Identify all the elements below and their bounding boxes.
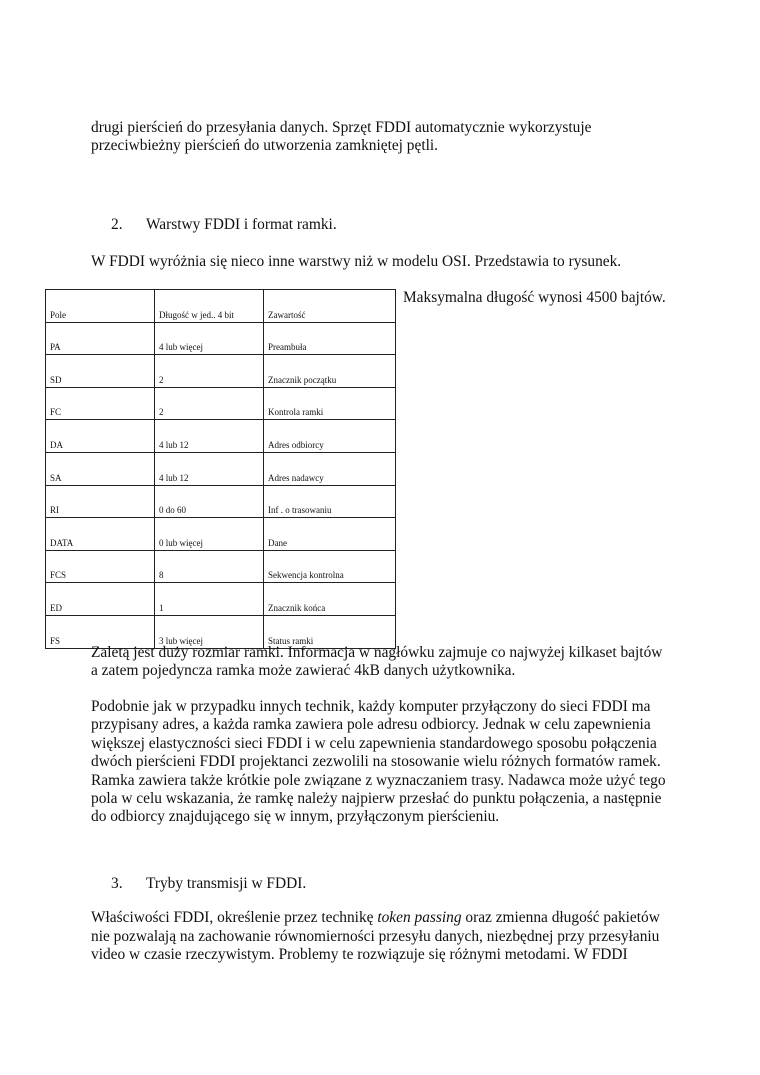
table-cell: Sekwencja kontrolna xyxy=(264,550,396,583)
text-line: pola w celu wskazania, że ramkę należy najpierw przesłać do punktu połączenia, a następnie xyxy=(91,790,662,807)
table-cell: Adres nadawcy xyxy=(264,452,396,485)
section-title: Warstwy FDDI i format ramki. xyxy=(146,216,337,233)
table-cell: ED xyxy=(46,583,155,616)
table-row xyxy=(46,550,396,583)
table-row xyxy=(46,485,396,518)
text-line: Zaletą jest duży rozmiar ramki. Informacja w nagłówku zajmuje co najwyżej kilkaset bajtów xyxy=(91,644,663,661)
section-number: 3. xyxy=(111,875,123,892)
table-cell: RI xyxy=(46,485,155,518)
table-cell: 4 lub więcej xyxy=(155,322,264,355)
table-cell: Status ramki xyxy=(264,615,396,648)
table-row xyxy=(46,583,396,616)
table-row xyxy=(46,420,396,453)
table-cell: Dane xyxy=(264,518,396,551)
table-cell: 8 xyxy=(155,550,264,583)
frame-format-table xyxy=(45,289,396,649)
table-cell: Znacznik początku xyxy=(264,355,396,388)
max-length-note: Maksymalna długość wynosi 4500 bajtów. xyxy=(403,289,666,306)
italic-term: token passing xyxy=(377,909,462,926)
table-cell: 3 lub więcej xyxy=(155,615,264,648)
table-row xyxy=(46,452,396,485)
table-cell: Kontrola ramki xyxy=(264,387,396,420)
table-row xyxy=(46,355,396,388)
table-cell: 0 lub więcej xyxy=(155,518,264,551)
table-cell: FC xyxy=(46,387,155,420)
table-cell: 1 xyxy=(155,583,264,616)
text-line: a zatem pojedyncza ramka może zawierać 4kB danych użytkownika. xyxy=(91,662,516,679)
text: Właściwości FDDI, określenie przez technikę xyxy=(91,909,378,926)
text-line: video w czasie rzeczywistym. Problemy te rozwiązuje się różnymi metodami. W FDDI xyxy=(91,946,628,963)
table-cell: SA xyxy=(46,452,155,485)
table-cell: Preambuła xyxy=(264,322,396,355)
section-title: Tryby transmisji w FDDI. xyxy=(146,875,307,892)
table-cell: Znacznik końca xyxy=(264,583,396,616)
table-cell: FS xyxy=(46,615,155,648)
table-cell: DATA xyxy=(46,518,155,551)
table-cell: 0 do 60 xyxy=(155,485,264,518)
table-row xyxy=(46,387,396,420)
table-cell: DA xyxy=(46,420,155,453)
table-cell: PA xyxy=(46,322,155,355)
text-line: dwóch pierścieni FDDI projektanci zezwolili na stosowanie wielu różnych formatów ramek. xyxy=(91,753,661,771)
header-cell: Długość w jed.. 4 bit xyxy=(155,290,264,323)
text-line: nie pozwalają na zachowanie równomierności przesyłu danych, niezbędnej przy przesyłaniu xyxy=(91,928,660,945)
table-cell: 2 xyxy=(155,355,264,388)
text: oraz zmienna długość pakietów xyxy=(461,909,660,926)
section-2-intro: W FDDI wyróżnia się nieco inne warstwy niż w modelu OSI. Przedstawia to rysunek. xyxy=(91,253,622,270)
text-line: drugi pierścień do przesyłania danych. Sprzęt FDDI automatycznie wykorzystuje xyxy=(91,119,592,136)
table-row xyxy=(46,518,396,551)
table-cell: 4 lub 12 xyxy=(155,420,264,453)
text-line xyxy=(91,909,660,927)
table-cell: 2 xyxy=(155,387,264,420)
text-line: do odbiorcy znajdującego się w innym, przyłączonym pierścieniu. xyxy=(91,808,500,826)
header-cell: Pole xyxy=(46,290,155,323)
table-cell: SD xyxy=(46,355,155,388)
section-number: 2. xyxy=(111,216,123,233)
text-line: większej elastyczności sieci FDDI i w celu zapewnienia standardowego sposobu połączenia xyxy=(91,734,657,752)
text-line: przypisany adres, a każda ramka zawiera pole adresu odbiorcy. Jednak w celu zapewnienia xyxy=(91,716,651,734)
table-cell: Inf . o trasowaniu xyxy=(264,485,396,518)
table-row xyxy=(46,322,396,355)
header-cell: Zawartość xyxy=(264,290,396,323)
text-line: przeciwbieżny pierścień do utworzenia zamkniętej pętli. xyxy=(91,137,438,154)
table-cell: Adres odbiorcy xyxy=(264,420,396,453)
table-cell: 4 lub 12 xyxy=(155,452,264,485)
table-header-row xyxy=(46,290,396,323)
text-line: Podobnie jak w przypadku innych technik, każdy komputer przyłączony do sieci FDDI ma xyxy=(91,698,651,715)
text-line: Ramka zawiera także krótkie pole związane z wyznaczaniem trasy. Nadawca może użyć tego xyxy=(91,771,666,789)
table-cell: FCS xyxy=(46,550,155,583)
